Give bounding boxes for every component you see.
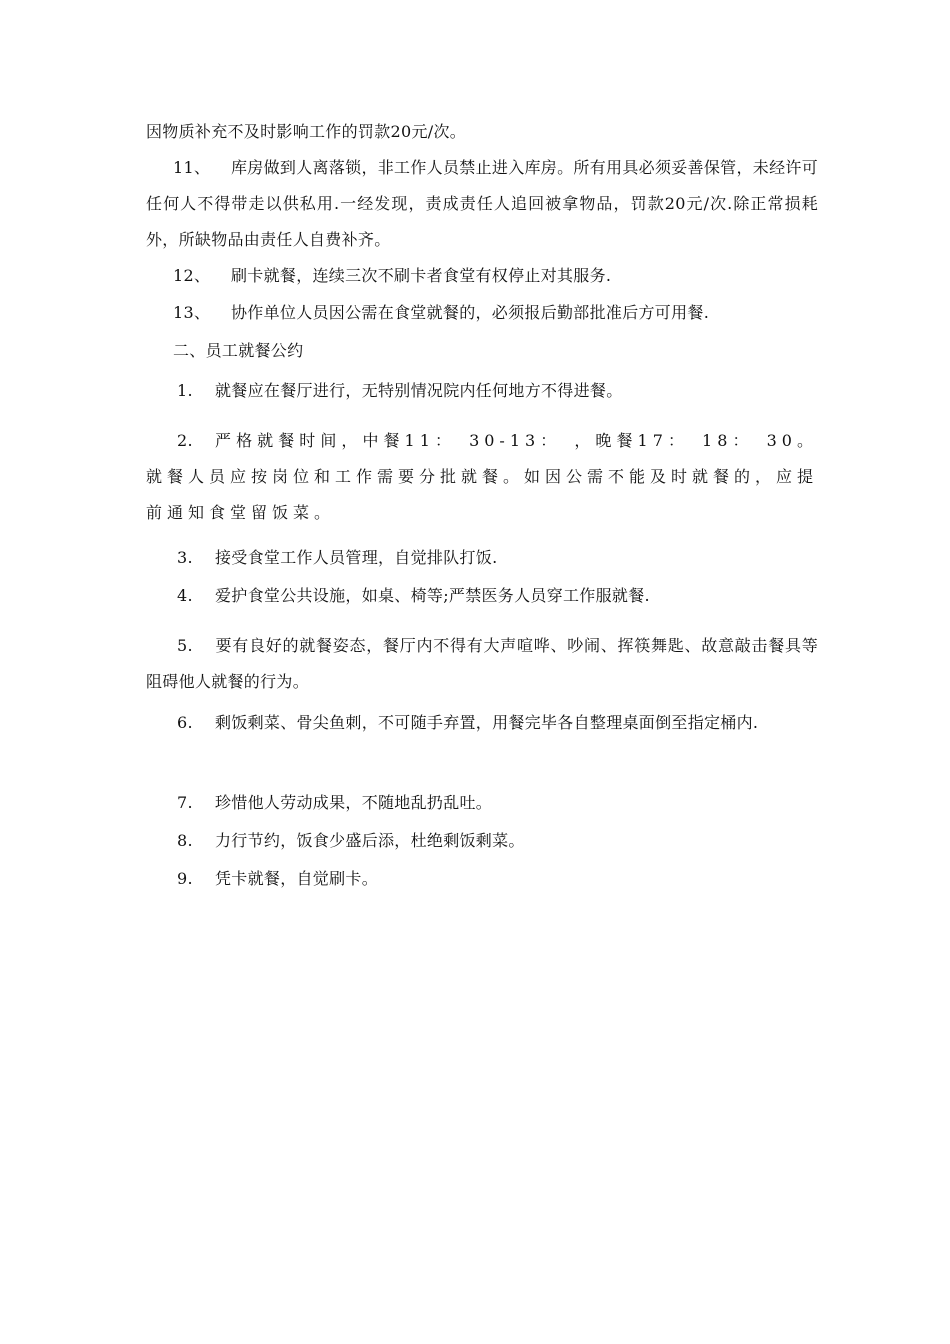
item-number: 13、 [173, 303, 211, 322]
item-text: 要有良好的就餐姿态，餐厅内不得有大声喧哗、吵闹、挥筷舞匙、故意敲击餐具等阻碍他人就餐的行为。 [146, 636, 818, 691]
convention-item-9 [146, 861, 818, 897]
item-text: 接受食堂工作人员管理，自觉排队打饭. [215, 548, 498, 567]
item-number: 9. [177, 869, 193, 888]
item-text: 刷卡就餐，连续三次不刷卡者食堂有权停止对其服务. [231, 266, 612, 285]
convention-item-2 [146, 423, 818, 531]
convention-item-6 [146, 705, 818, 741]
continuation-text: 因物质补充不及时影响工作的罚款20元/次。 [146, 122, 467, 141]
continuation-paragraph [146, 114, 818, 150]
item-number: 2. [177, 431, 193, 450]
rule-item-11 [146, 150, 818, 258]
item-text: 就餐应在餐厅进行，无特别情况院内任何地方不得进餐。 [215, 381, 623, 400]
section-heading [146, 333, 818, 369]
convention-item-5 [146, 628, 818, 700]
item-text: 凭卡就餐，自觉刷卡。 [215, 869, 379, 888]
item-number: 6. [177, 713, 193, 732]
item-text: 严格就餐时间，中餐11： 30-13： ，晚餐17： 18： 30。就餐人员应按岗位和工作需要分批就餐。如因公需不能及时就餐的，应提前通知食堂留饭菜。 [146, 431, 819, 522]
convention-item-7 [146, 785, 818, 821]
item-number: 3. [177, 548, 193, 567]
item-text: 库房做到人离落锁，非工作人员禁止进入库房。所有用具必须妥善保管，未经许可任何人不得带走以供私用.一经发现，责成责任人追回被拿物品，罚款20元/次.除正常损耗外，所缺物品由责任人自费补齐。 [146, 158, 818, 249]
item-number: 8. [177, 831, 193, 850]
convention-item-8 [146, 823, 818, 859]
item-text: 力行节约，饭食少盛后添，杜绝剩饭剩菜。 [215, 831, 525, 850]
item-text: 协作单位人员因公需在食堂就餐的，必须报后勤部批准后方可用餐. [231, 303, 710, 322]
section-heading-text: 二、员工就餐公约 [173, 341, 304, 360]
item-number: 1. [177, 381, 193, 400]
item-text: 爱护食堂公共设施，如桌、椅等;严禁医务人员穿工作服就餐. [215, 586, 650, 605]
item-number: 4. [177, 586, 193, 605]
rule-item-13 [146, 295, 818, 331]
convention-item-4 [146, 578, 818, 614]
item-number: 11、 [173, 158, 211, 177]
item-number: 5. [177, 636, 193, 655]
item-number: 12、 [173, 266, 211, 285]
convention-item-3 [146, 540, 818, 576]
rule-item-12 [146, 258, 818, 294]
item-text: 珍惜他人劳动成果，不随地乱扔乱吐。 [215, 793, 493, 812]
item-text: 剩饭剩菜、骨尖鱼刺，不可随手弃置，用餐完毕各自整理桌面倒至指定桶内. [215, 713, 759, 732]
item-number: 7. [177, 793, 193, 812]
convention-item-1 [146, 373, 818, 409]
